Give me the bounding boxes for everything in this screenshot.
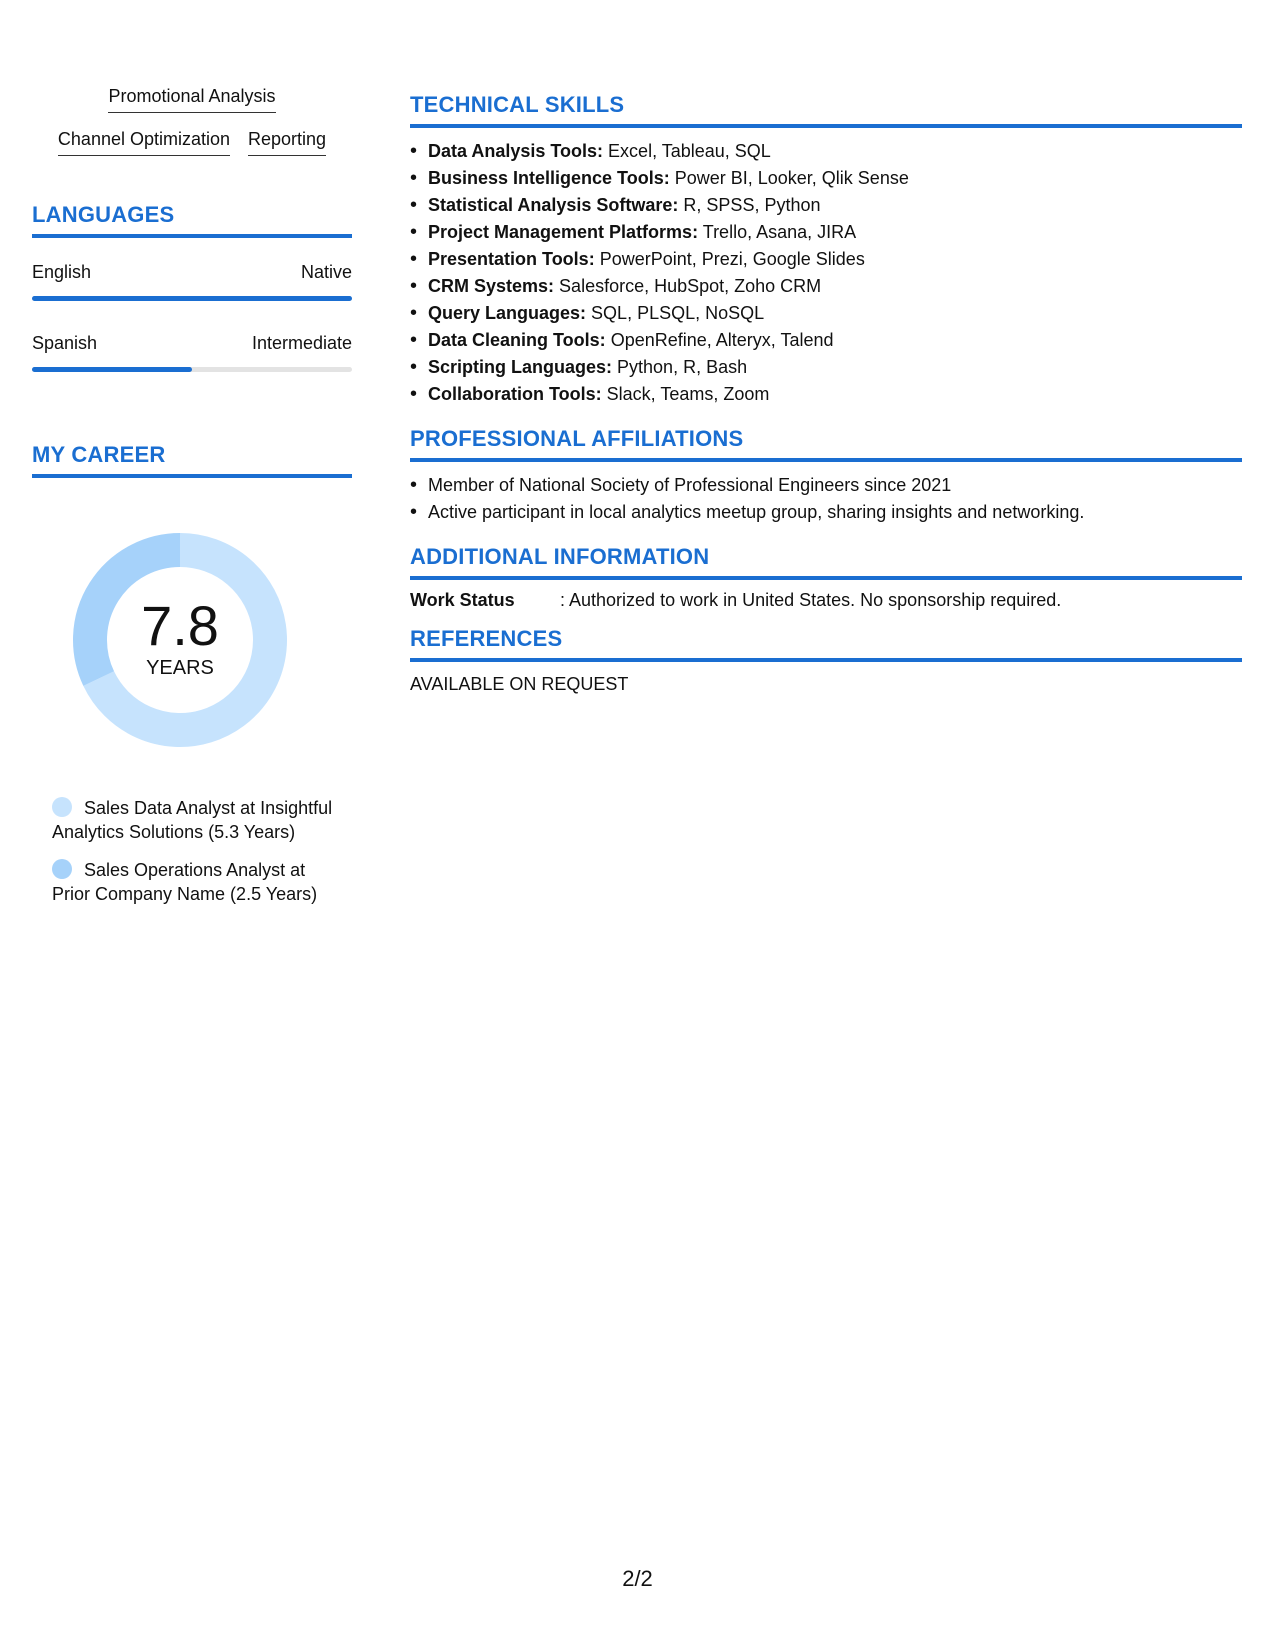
- skill-tag: Channel Optimization: [58, 127, 230, 156]
- skill-value: Python, R, Bash: [612, 357, 748, 377]
- skill-item: [410, 246, 1242, 273]
- skill-tag: Reporting: [248, 127, 326, 156]
- language-bar-fill: [32, 367, 192, 372]
- language-item: [32, 260, 352, 301]
- language-level: Intermediate: [251, 333, 352, 353]
- language-item: [32, 331, 352, 372]
- skill-category: Statistical Analysis Software:: [428, 195, 679, 215]
- languages-section: [32, 202, 352, 372]
- legend-item: [52, 796, 342, 844]
- skill-item: [410, 138, 1242, 165]
- career-donut: [60, 520, 300, 760]
- technical-skills-title: TECHNICAL SKILLS: [410, 92, 1242, 128]
- legend-dot-icon: [52, 859, 72, 879]
- skill-category: CRM Systems:: [428, 276, 555, 296]
- language-name: Spanish: [32, 333, 98, 353]
- skill-category: Data Analysis Tools:: [428, 141, 604, 161]
- left-column: [32, 84, 352, 920]
- skill-value: Slack, Teams, Zoom: [601, 384, 770, 404]
- affiliations-section: [410, 426, 1242, 526]
- references-section: [410, 626, 1242, 696]
- skill-tag: Promotional Analysis: [108, 84, 275, 113]
- skills-list: [410, 138, 1242, 408]
- skill-category: Data Cleaning Tools:: [428, 330, 606, 350]
- page-number: 2/2: [622, 1566, 653, 1591]
- skill-category: Query Languages:: [428, 303, 587, 323]
- technical-skills-section: [410, 92, 1242, 408]
- languages-title: LANGUAGES: [32, 202, 352, 238]
- work-status-row: [410, 588, 1242, 612]
- career-legend: [52, 796, 342, 906]
- total-years: 7.8: [141, 594, 219, 657]
- language-name: English: [32, 262, 92, 282]
- skill-value: Power BI, Looker, Qlik Sense: [669, 168, 909, 188]
- skill-category: Business Intelligence Tools:: [428, 168, 670, 188]
- affiliations-title: PROFESSIONAL AFFILIATIONS: [410, 426, 1242, 462]
- skill-value: SQL, PLSQL, NoSQL: [586, 303, 765, 323]
- skill-value: Trello, Asana, JIRA: [698, 222, 857, 242]
- legend-label: Sales Data Analyst at Insightful Analytics Solutions (5.3 Years): [52, 798, 333, 842]
- skill-item: [410, 381, 1242, 408]
- legend-dot-icon: [52, 797, 72, 817]
- skill-item: [410, 219, 1242, 246]
- references-text: AVAILABLE ON REQUEST: [410, 674, 629, 694]
- skill-value: PowerPoint, Prezi, Google Slides: [594, 249, 865, 269]
- career-title: MY CAREER: [32, 442, 352, 478]
- legend-item: [52, 858, 342, 906]
- language-level: Native: [300, 262, 352, 282]
- career-section: [32, 442, 352, 906]
- skill-item: [410, 192, 1242, 219]
- legend-label: Sales Operations Analyst at Prior Company Name (2.5 Years): [52, 860, 318, 904]
- skill-category: Collaboration Tools:: [428, 384, 602, 404]
- skill-value: OpenRefine, Alteryx, Talend: [605, 330, 834, 350]
- skill-category: Scripting Languages:: [428, 357, 613, 377]
- donut-center: [60, 520, 300, 760]
- affiliations-list: [410, 472, 1242, 526]
- affiliation-item: • Active participant in local analytics meetup group, sharing insights and networking.: [410, 499, 1242, 526]
- skill-tags: [32, 84, 352, 156]
- skill-category: Presentation Tools:: [428, 249, 595, 269]
- years-label: YEARS: [146, 657, 214, 679]
- skill-category: Project Management Platforms:: [428, 222, 699, 242]
- language-bar: [32, 367, 352, 372]
- work-status-label: Work Status: [410, 590, 515, 610]
- skill-item: [410, 300, 1242, 327]
- work-status-value: : Authorized to work in United States. No sponsorship required.: [560, 590, 1062, 610]
- additional-info-title: ADDITIONAL INFORMATION: [410, 544, 1242, 580]
- skill-item: [410, 354, 1242, 381]
- language-bar-fill: [32, 296, 352, 301]
- additional-info-section: [410, 544, 1242, 612]
- right-column: [410, 92, 1242, 696]
- skill-value: Excel, Tableau, SQL: [603, 141, 771, 161]
- skill-item: [410, 165, 1242, 192]
- affiliation-item: • Member of National Society of Professional Engineers since 2021: [410, 472, 1242, 499]
- language-bar: [32, 296, 352, 301]
- skill-item: [410, 273, 1242, 300]
- skill-value: Salesforce, HubSpot, Zoho CRM: [554, 276, 822, 296]
- references-title: REFERENCES: [410, 626, 1242, 662]
- skill-value: R, SPSS, Python: [678, 195, 821, 215]
- skill-item: [410, 327, 1242, 354]
